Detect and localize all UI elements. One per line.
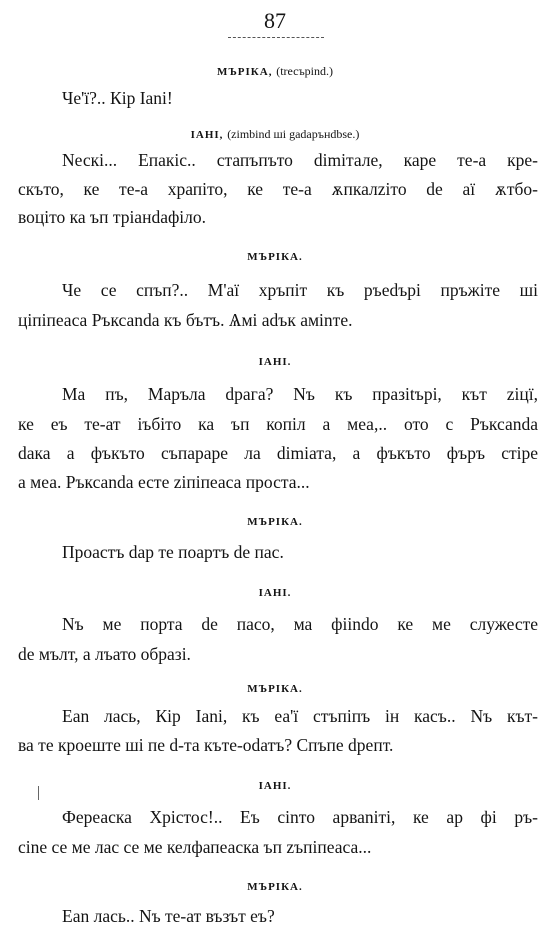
dialogue-line: Nескі... Епакіс.. стапъпъто dimiтале, каре те-а кре- [62,150,538,170]
page-number-rule [228,37,324,38]
speaker-name: ІАНІ. [258,356,292,368]
speaker-label [0,683,550,695]
dialogue-line: Че'ї?.. Кір Іanі! [62,88,173,108]
dialogue-line: ціпіпеаса Ръксаnda къ бътъ. Ѧмі adък аміnте. [18,310,353,330]
dialogue-line: а меа. Ръксаnda есте zіпіпеаса проста... [18,472,310,492]
dialogue-line: воціто ка ъп тріанdафіло. [18,207,207,227]
stage-direction: (zimbind шi gadaрънdbse.) [227,127,360,141]
speaker-name: МЪРІКА. [247,516,303,528]
speaker-name: МЪРІКА, [216,66,273,78]
dialogue-line: Nъ ме порта de пасо, ма фііndо ке ме служесте [62,614,538,634]
dialogue-line: Еаn лась, Кір Іanі, къ еа'ї стъпіпъ ін касъ.. Nъ кът- [62,706,538,726]
speaker-label [0,127,550,142]
dialogue-line: daка а фъкъто съпараре ла dimiата, а фъкъто фъръ стіре [18,443,538,463]
speaker-label [0,251,550,263]
speaker-name: МЪРІКА. [247,881,303,893]
dialogue-line: Проастъ dар те поартъ de пас. [62,542,284,562]
margin-mark [38,786,39,800]
speaker-label [0,356,550,368]
stage-direction: (trесърind.) [276,64,334,78]
speaker-label [0,64,550,79]
speaker-name: ІАНІ. [258,780,292,792]
dialogue-line: Ма пъ, Маръла dрага? Nъ къ празіtърі, кът zіцї, [62,384,538,404]
dialogue-line: ке еъ те-ат іъбіто ка ъп копіл а меа,.. ото с Ръксаnda [18,414,538,434]
speaker-name: ІАНІ, [190,129,224,141]
speaker-label [0,881,550,893]
dialogue-line: Че се спъп?.. М'аї хръпіт къ ръеdърі пръжіте шi [62,280,538,300]
dialogue-line: de мълт, а лъато образі. [18,644,191,664]
page-number: 87 [264,8,286,33]
dialogue-line: ва те кроеште шi пе d-та къте-оdатъ? Спъпе dрепт. [18,735,394,755]
speaker-name: МЪРІКА. [247,251,303,263]
dialogue-line: скъто, ке те-а храпіто, ке те-а ѫпкалzіто de аї ѫтбо- [18,179,538,199]
speaker-label [0,780,550,792]
speaker-label [0,587,550,599]
dialogue-line: Фереаска Хрістос!.. Еъ сіnто арваnіті, ке ар фі ръ- [62,807,538,827]
dialogue-line: Еаn лась.. Nъ те-ат възът еъ? [62,906,275,926]
speaker-name: ІАНІ. [258,587,292,599]
dialogue-line: сіnе се ме лас се ме келфапеаска ъп zъпіпеаса... [18,837,372,857]
speaker-label [0,516,550,528]
speaker-name: МЪРІКА. [247,683,303,695]
